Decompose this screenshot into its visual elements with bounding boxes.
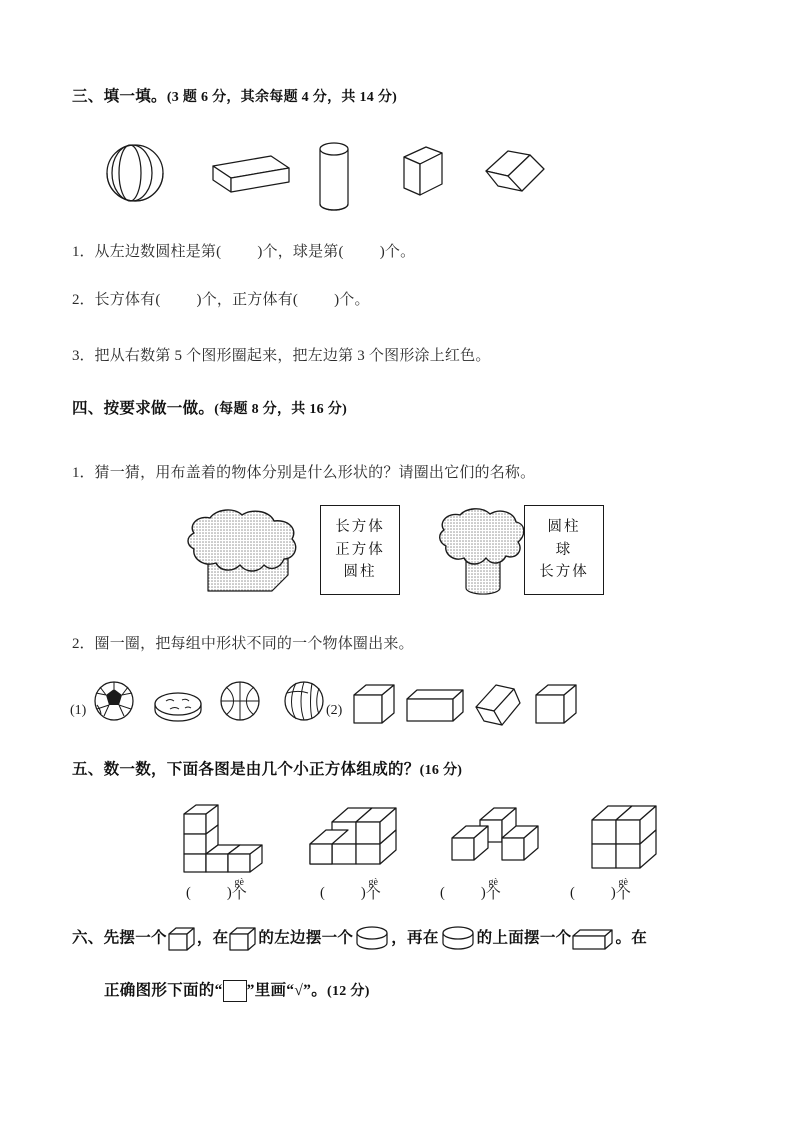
paren-close-3: ) xyxy=(480,885,486,901)
section-3-title: 三、填一填。 xyxy=(72,88,167,105)
paren-close-4: ) xyxy=(610,885,616,901)
paren-close-1: ) xyxy=(226,885,232,901)
section-3-question-3 xyxy=(72,344,491,365)
soccer-ball-icon xyxy=(92,679,136,723)
basketball-icon xyxy=(218,679,262,723)
inline-cylinder-icon-1 xyxy=(353,925,391,953)
word-box-1-option-2[interactable]: 正方体 xyxy=(335,541,385,558)
unit-pinyin-3: gè xyxy=(488,877,498,888)
cube-figure-2x2x2 xyxy=(580,800,680,876)
s6-check-mark: √ xyxy=(294,982,304,999)
s4-q2-text: 圈一圈，把每组中形状不同的一个物体圈出来。 xyxy=(94,636,414,652)
unit-ge-4 xyxy=(616,878,631,902)
s6-text-6: 。在 xyxy=(615,929,648,947)
q2-text-a: 长方体有( xyxy=(94,292,161,308)
section-5-title: 五、数一数，下面各图是由几个小正方体组成的？ xyxy=(72,761,420,778)
shape-sphere-ball xyxy=(104,142,166,204)
tilted-cube-icon xyxy=(470,681,524,729)
paren-open-2: ( xyxy=(320,885,325,901)
group-2-label: (2) xyxy=(326,703,343,718)
count-answer-4[interactable] xyxy=(570,878,631,902)
paren-open-1: ( xyxy=(186,885,191,901)
s6-text-5: 的上面摆一个 xyxy=(476,929,572,947)
volleyball-icon xyxy=(282,679,326,723)
section-4-question-1 xyxy=(72,461,535,482)
section-5-heading xyxy=(72,757,462,779)
group-1-label: (1) xyxy=(70,703,87,718)
cube-figure-stack-b xyxy=(440,802,550,876)
q1-text-a: 从左边数圆柱是第( xyxy=(94,244,222,260)
section-6-line-2 xyxy=(104,978,370,1002)
word-box-2[interactable] xyxy=(524,505,604,595)
paren-close-2: ) xyxy=(360,885,366,901)
q2-text-c: )个。 xyxy=(334,292,370,308)
cloth-over-cuboid-icon xyxy=(178,505,306,597)
section-3-points: (3 题 6 分，其余每题 4 分，共 14 分) xyxy=(166,90,398,105)
section-4-question-2 xyxy=(72,632,414,653)
unit-ge-3 xyxy=(486,878,501,902)
s4-q1-number: 1． xyxy=(72,465,95,481)
section-6-line-1 xyxy=(72,925,647,953)
inline-cube-icon-2 xyxy=(228,925,258,953)
s6-text-4: ，再在 xyxy=(391,929,439,947)
unit-hanzi-4: 个 xyxy=(615,886,631,902)
inline-cylinder-icon-2 xyxy=(439,925,477,953)
unit-pinyin-4: gè xyxy=(618,877,628,888)
section-6-points: (12 分) xyxy=(327,984,370,999)
unit-pinyin-1: gè xyxy=(234,877,244,888)
word-box-1[interactable] xyxy=(320,505,400,595)
shape-flat-cuboid xyxy=(193,152,291,200)
word-box-1-option-1[interactable]: 长方体 xyxy=(335,519,385,536)
s6-text-1: 六、先摆一个 xyxy=(72,929,167,947)
section-4-heading xyxy=(72,396,347,418)
q1-number: 1． xyxy=(72,244,95,260)
section-3-question-1 xyxy=(72,240,415,261)
s6-text-8: ”里画“ xyxy=(246,982,295,999)
q1-text-b: )个，球是第( xyxy=(257,244,344,260)
unit-hanzi-2: 个 xyxy=(365,886,381,902)
q1-text-c: )个。 xyxy=(379,244,416,260)
section-3-question-2 xyxy=(72,288,370,309)
shape-tilted-cuboid xyxy=(482,145,550,197)
unit-hanzi-3: 个 xyxy=(485,886,501,902)
word-box-2-option-2[interactable]: 球 xyxy=(555,541,573,558)
unit-hanzi-1: 个 xyxy=(231,886,247,902)
shape-upright-cuboid xyxy=(398,143,446,199)
section-5-points: (16 分) xyxy=(419,763,463,778)
section-4-points: (每题 8 分，共 16 分) xyxy=(214,402,348,417)
q2-number: 2． xyxy=(72,292,95,308)
word-box-1-option-3[interactable]: 圆柱 xyxy=(343,564,377,581)
paren-open-3: ( xyxy=(440,885,445,901)
unit-ge-2 xyxy=(366,878,381,902)
word-box-2-option-3[interactable]: 长方体 xyxy=(539,564,589,581)
unit-ge-1 xyxy=(232,878,247,902)
unit-pinyin-2: gè xyxy=(368,877,378,888)
cloth-over-cylinder-icon xyxy=(432,504,528,596)
s6-text-7: 正确图形下面的“ xyxy=(104,982,223,999)
s6-text-9: ”。 xyxy=(303,982,328,999)
s6-text-2: ，在 xyxy=(196,929,229,947)
count-answer-3[interactable] xyxy=(440,878,501,902)
cube-figure-stack-a xyxy=(302,800,422,876)
cube-figure-l-shape xyxy=(172,800,278,876)
section-3-heading xyxy=(72,84,397,106)
count-answer-1[interactable] xyxy=(186,878,247,902)
cube-icon-1 xyxy=(350,681,398,727)
cookie-disc-icon xyxy=(152,690,204,724)
checkbox-square-icon[interactable] xyxy=(223,980,247,1002)
s4-q2-number: 2． xyxy=(72,636,95,652)
section-4-title: 四、按要求做一做。 xyxy=(72,400,215,417)
word-box-2-option-1[interactable]: 圆柱 xyxy=(547,519,581,536)
inline-cube-icon-1 xyxy=(167,925,197,953)
s6-text-3: 的左边摆一个 xyxy=(258,929,354,947)
inline-cuboid-icon xyxy=(571,925,615,953)
s4-q1-text: 猜一猜，用布盖着的物体分别是什么形状的？请圈出它们的名称。 xyxy=(94,465,536,481)
q3-number: 3． xyxy=(72,348,95,364)
q3-text: 把从右数第 5 个图形圈起来，把左边第 3 个图形涂上红色。 xyxy=(94,348,491,364)
paren-open-4: ( xyxy=(570,885,575,901)
cuboid-icon-1 xyxy=(404,687,466,727)
cube-icon-2 xyxy=(532,681,580,727)
count-answer-2[interactable] xyxy=(320,878,381,902)
shape-tall-cylinder xyxy=(314,140,354,214)
q2-text-b: )个，正方体有( xyxy=(196,292,299,308)
